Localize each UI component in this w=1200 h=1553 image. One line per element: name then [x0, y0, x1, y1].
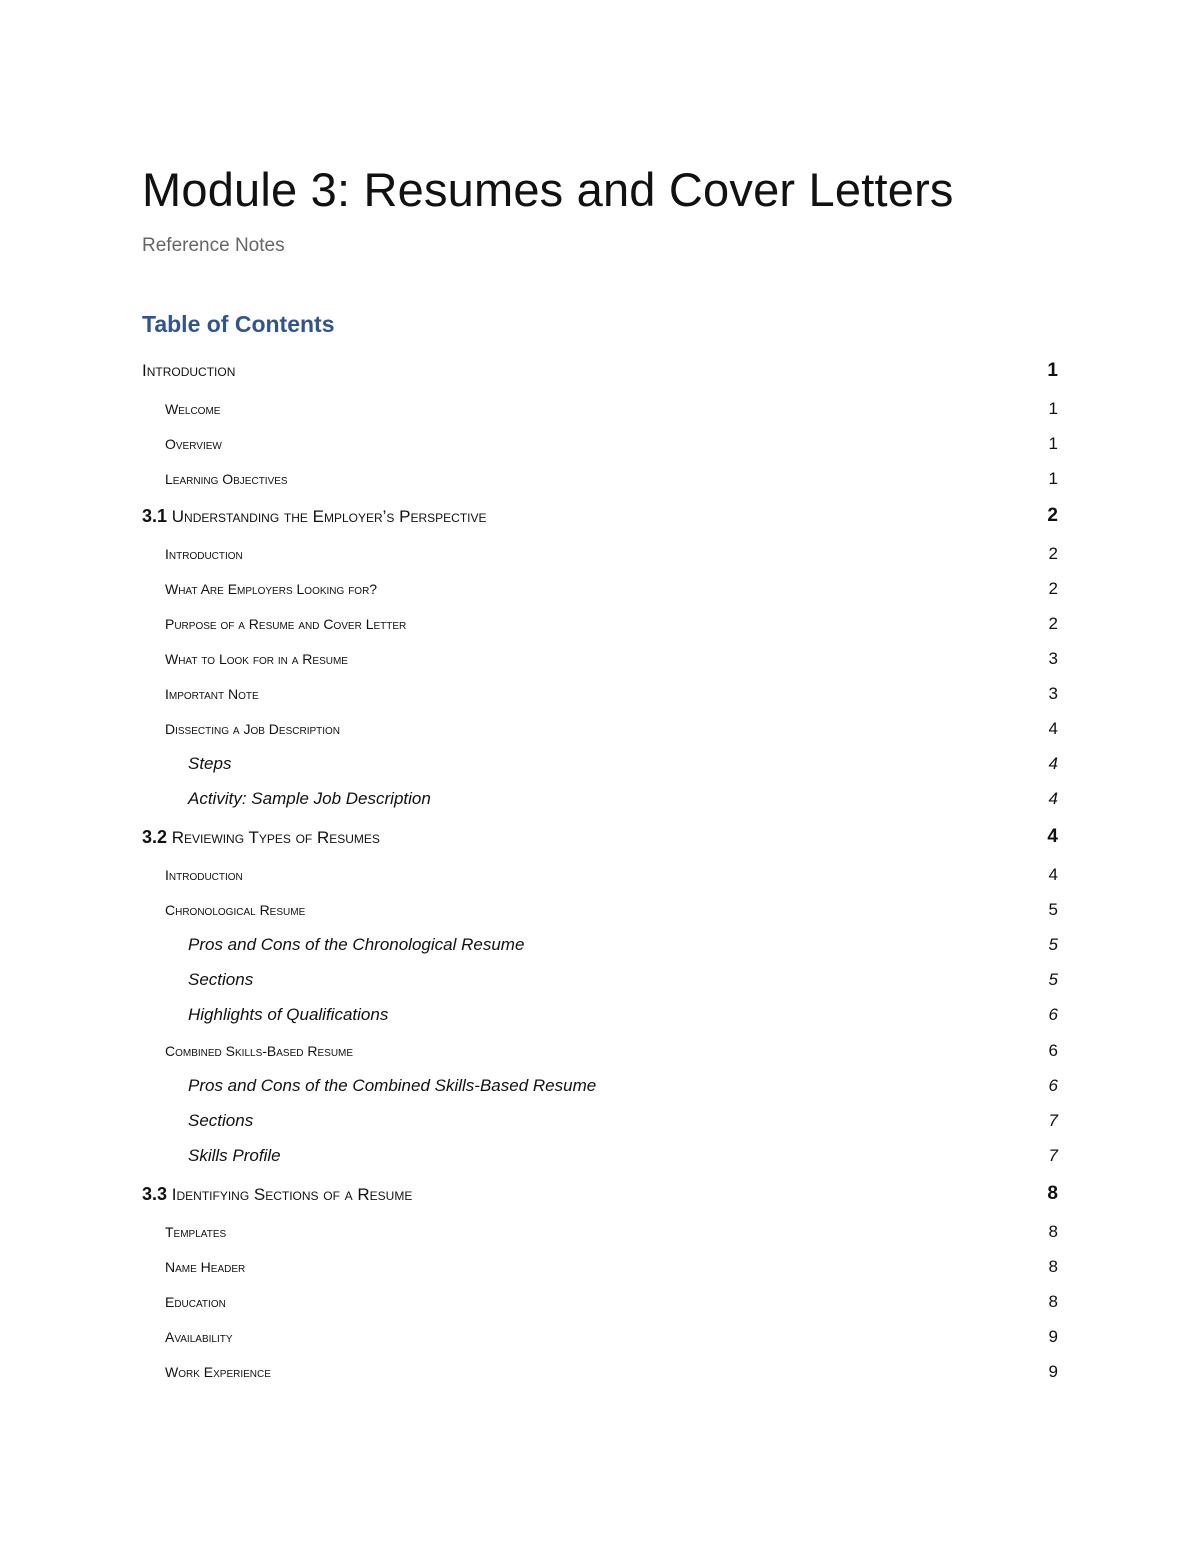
toc-entry-text: Important Note — [165, 686, 259, 702]
toc-entry-text: Introduction — [165, 546, 243, 562]
toc-entry[interactable] — [0, 1070, 1200, 1102]
toc-entry[interactable] — [0, 929, 1200, 961]
toc-entry[interactable] — [0, 643, 1200, 675]
toc-entry-label — [165, 859, 243, 891]
toc-page-number: 9 — [1048, 1327, 1058, 1346]
toc-entry[interactable] — [0, 678, 1200, 710]
toc-entry-label — [142, 1178, 412, 1211]
toc-page-number: 4 — [1048, 789, 1058, 808]
toc-page-number: 5 — [1048, 970, 1058, 989]
toc-page-number: 5 — [1048, 935, 1058, 954]
toc-page-number: 4 — [1047, 826, 1058, 847]
toc-entry[interactable] — [0, 1321, 1200, 1353]
toc-entry[interactable] — [0, 713, 1200, 745]
toc-entry-text: Introduction — [142, 361, 236, 380]
toc-entry[interactable] — [0, 1105, 1200, 1137]
toc-page-number: 2 — [1048, 614, 1058, 633]
toc-entry-text: Education — [165, 1294, 226, 1310]
toc-entry[interactable] — [0, 1286, 1200, 1318]
toc-entry-label — [165, 894, 305, 926]
toc-entry-label — [165, 538, 243, 570]
toc-page-number: 7 — [1048, 1146, 1058, 1165]
toc-entry-label — [165, 1321, 233, 1353]
toc-entry[interactable] — [0, 1216, 1200, 1248]
toc-entry[interactable] — [0, 1035, 1200, 1067]
toc-entry-text: Identifying Sections of a Resume — [171, 1185, 413, 1204]
toc-entry-text: Templates — [165, 1224, 227, 1240]
toc-page-number: 8 — [1048, 1222, 1058, 1241]
toc-entry[interactable] — [0, 573, 1200, 605]
toc-page-number: 1 — [1048, 469, 1058, 488]
toc-entry-text: Availability — [165, 1329, 233, 1345]
document-title: Module 3: Resumes and Cover Letters — [142, 163, 954, 216]
toc-entry-label — [188, 1070, 596, 1102]
toc-entry[interactable] — [0, 1356, 1200, 1388]
toc-entry-label — [165, 713, 340, 745]
toc-entry-label — [142, 821, 380, 854]
toc-entry[interactable] — [0, 393, 1200, 425]
toc-entry[interactable] — [0, 999, 1200, 1031]
toc-entry-text: Pros and Cons of the Chronological Resume — [188, 935, 525, 954]
toc-page-number: 4 — [1048, 865, 1058, 884]
toc-heading: Table of Contents — [142, 311, 335, 337]
toc-entry-text: What to Look for in a Resume — [165, 651, 348, 667]
toc-entry-text: Skills Profile — [188, 1146, 281, 1165]
toc-entry[interactable] — [0, 821, 1200, 853]
toc-page-number: 1 — [1048, 434, 1058, 453]
toc-entry-text: Combined Skills-Based Resume — [165, 1043, 354, 1059]
toc-page-number: 8 — [1048, 1257, 1058, 1276]
toc-entry-text: Activity: Sample Job Description — [188, 789, 431, 808]
toc-entry-text: Reviewing Types of Resumes — [171, 828, 380, 847]
toc-entry-label — [165, 393, 220, 425]
toc-entry-text: Learning Objectives — [165, 471, 288, 487]
toc-entry-text: Introduction — [165, 867, 243, 883]
toc-page-number: 1 — [1048, 399, 1058, 418]
toc-entry-label — [165, 608, 406, 640]
toc-entry-label — [188, 929, 524, 961]
toc-entry[interactable] — [0, 1251, 1200, 1283]
toc-entry-label — [165, 463, 288, 495]
toc-entry-label — [142, 500, 487, 533]
toc-entry[interactable] — [0, 538, 1200, 570]
toc-entry-label — [188, 1105, 253, 1137]
toc-entry[interactable] — [0, 894, 1200, 926]
toc-page-number: 8 — [1047, 1183, 1058, 1204]
toc-entry[interactable] — [0, 1140, 1200, 1172]
toc-entry-text: Dissecting a Job Description — [165, 721, 341, 737]
toc-section-number: 3.3 — [142, 1184, 168, 1204]
toc-entry-text: Highlights of Qualifications — [188, 1005, 389, 1024]
toc-entry-text: Sections — [188, 1111, 254, 1130]
toc-entry-label — [165, 428, 222, 460]
toc-page-number: 6 — [1048, 1041, 1058, 1060]
toc-entry-text: What Are Employers Looking for? — [165, 581, 378, 597]
toc-page-number: 8 — [1048, 1292, 1058, 1311]
toc-entry-label — [165, 1286, 226, 1318]
toc-entry[interactable] — [0, 1178, 1200, 1210]
toc-entry[interactable] — [0, 355, 1200, 387]
toc-page-number: 7 — [1048, 1111, 1058, 1130]
toc-page-number: 6 — [1048, 1005, 1058, 1024]
toc-page-number: 3 — [1048, 649, 1058, 668]
toc-entry-text: Understanding the Employer’s Perspective — [171, 507, 487, 526]
toc-entry-label — [165, 643, 348, 675]
toc-entry-label — [142, 355, 235, 387]
toc-page-number: 2 — [1048, 544, 1058, 563]
toc-entry-label — [188, 964, 253, 996]
toc-entry-label — [165, 1356, 271, 1388]
toc-page-number: 2 — [1047, 505, 1058, 526]
toc-page-number: 4 — [1048, 754, 1058, 773]
toc-entry[interactable] — [0, 608, 1200, 640]
toc-entry[interactable] — [0, 428, 1200, 460]
toc-entry-text: Work Experience — [165, 1364, 271, 1380]
toc-entry-text: Steps — [188, 754, 232, 773]
toc-entry[interactable] — [0, 748, 1200, 780]
toc-entry-label — [188, 1140, 281, 1172]
toc-section-number: 3.1 — [142, 506, 168, 526]
toc-entry[interactable] — [0, 964, 1200, 996]
toc-entry-text: Welcome — [165, 401, 221, 417]
toc-entry-label — [165, 1035, 353, 1067]
toc-page-number: 3 — [1048, 684, 1058, 703]
toc-page-number: 4 — [1048, 719, 1058, 738]
toc-entry[interactable] — [0, 463, 1200, 495]
toc-entry-label — [188, 783, 431, 815]
toc-entry-text: Name Header — [165, 1259, 246, 1275]
document-subtitle: Reference Notes — [142, 235, 285, 256]
toc-entry-text: Overview — [165, 436, 222, 452]
toc-page-number: 5 — [1048, 900, 1058, 919]
toc-entry-label — [165, 573, 377, 605]
toc-entry-label — [165, 678, 259, 710]
toc-entry-text: Purpose of a Resume and Cover Letter — [165, 616, 407, 632]
toc-page-number: 1 — [1047, 360, 1058, 381]
toc-entry[interactable] — [0, 859, 1200, 891]
toc-page-number: 2 — [1048, 579, 1058, 598]
toc-entry[interactable] — [0, 783, 1200, 815]
toc-entry-label — [188, 748, 231, 780]
toc-entry-label — [165, 1251, 245, 1283]
toc-entry-label — [188, 999, 388, 1031]
toc-entry-text: Sections — [188, 970, 254, 989]
toc-entry-label — [165, 1216, 226, 1248]
toc-entry-text: Chronological Resume — [165, 902, 306, 918]
toc-page-number: 6 — [1048, 1076, 1058, 1095]
toc-entry-text: Pros and Cons of the Combined Skills-Based Resume — [188, 1076, 597, 1095]
toc-entry[interactable] — [0, 500, 1200, 532]
toc-section-number: 3.2 — [142, 827, 168, 847]
toc-page-number: 9 — [1048, 1362, 1058, 1381]
